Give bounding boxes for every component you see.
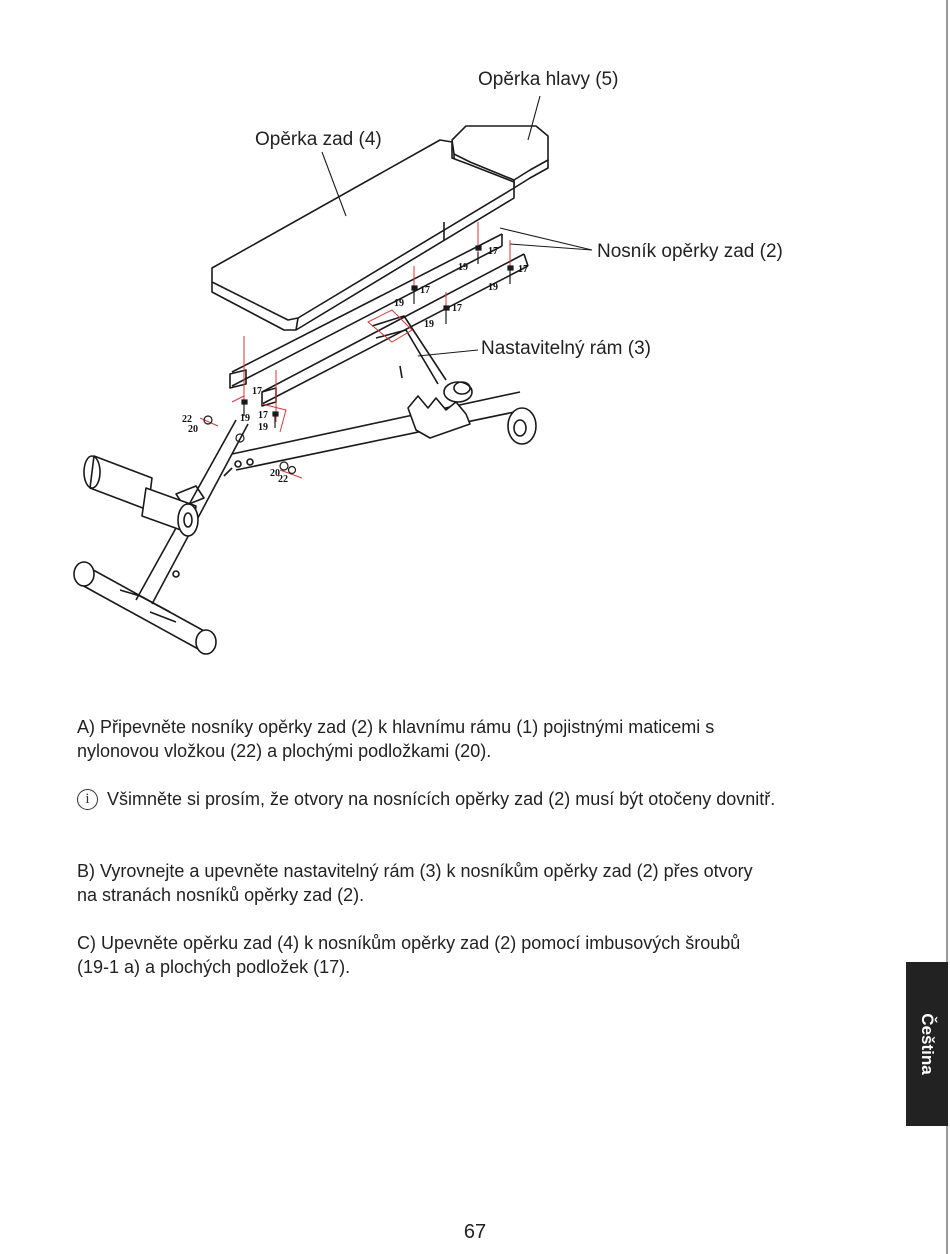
note-block bbox=[77, 787, 777, 811]
part-number-19: 19 bbox=[258, 422, 268, 433]
part-number-17: 17 bbox=[258, 410, 268, 421]
step-a-text: A) Připevněte nosníky opěrky zad (2) k hlavnímu rámu (1) pojistnými maticemi s nylonovou vložkou (22) a plochými podložkami (20). bbox=[77, 717, 715, 761]
note-text: Všimněte si prosím, že otvory na nosnících opěrky zad (2) musí být otočeny dovnitř. bbox=[107, 789, 776, 809]
part-number-19: 19 bbox=[488, 282, 498, 293]
info-icon: i bbox=[77, 789, 98, 810]
language-tab-label: Čeština bbox=[918, 1013, 937, 1075]
part-number-22: 22 bbox=[182, 414, 192, 425]
part-number-19: 19 bbox=[424, 319, 434, 330]
part-number-17: 17 bbox=[252, 386, 262, 397]
page-number: 67 bbox=[463, 1221, 487, 1243]
part-number-17: 17 bbox=[488, 246, 498, 257]
part-number-17: 17 bbox=[452, 303, 462, 314]
main-frame bbox=[74, 392, 536, 654]
part-number-22: 22 bbox=[278, 474, 288, 485]
step-b-text: B) Vyrovnejte a upevněte nastavitelný rám (3) k nosníkům opěrky zad (2) přes otvory na stranách nosníků opěrky zad (2). bbox=[77, 861, 753, 905]
language-tab bbox=[906, 962, 948, 1126]
part-number-19: 19 bbox=[458, 262, 468, 273]
part-number-20: 20 bbox=[188, 424, 198, 435]
label-adjustable-frame: Nastavitelný rám (3) bbox=[481, 338, 651, 359]
part-number-17: 17 bbox=[518, 264, 528, 275]
part-number-17: 17 bbox=[420, 285, 430, 296]
part-number-20: 20 bbox=[270, 468, 280, 479]
part-number-19: 19 bbox=[394, 298, 404, 309]
step-c-text: C) Upevněte opěrku zad (4) k nosníkům opěrky zad (2) pomocí imbusových šroubů (19-1 a) a plochých podložek (17). bbox=[77, 933, 741, 977]
part-number-19: 19 bbox=[240, 413, 250, 424]
label-backrest-support: Nosník opěrky zad (2) bbox=[597, 241, 783, 262]
label-headrest: Opěrka hlavy (5) bbox=[478, 69, 619, 90]
backrest-pad bbox=[212, 140, 514, 330]
adjustable-frame bbox=[372, 316, 472, 402]
label-backrest: Opěrka zad (4) bbox=[255, 129, 382, 150]
